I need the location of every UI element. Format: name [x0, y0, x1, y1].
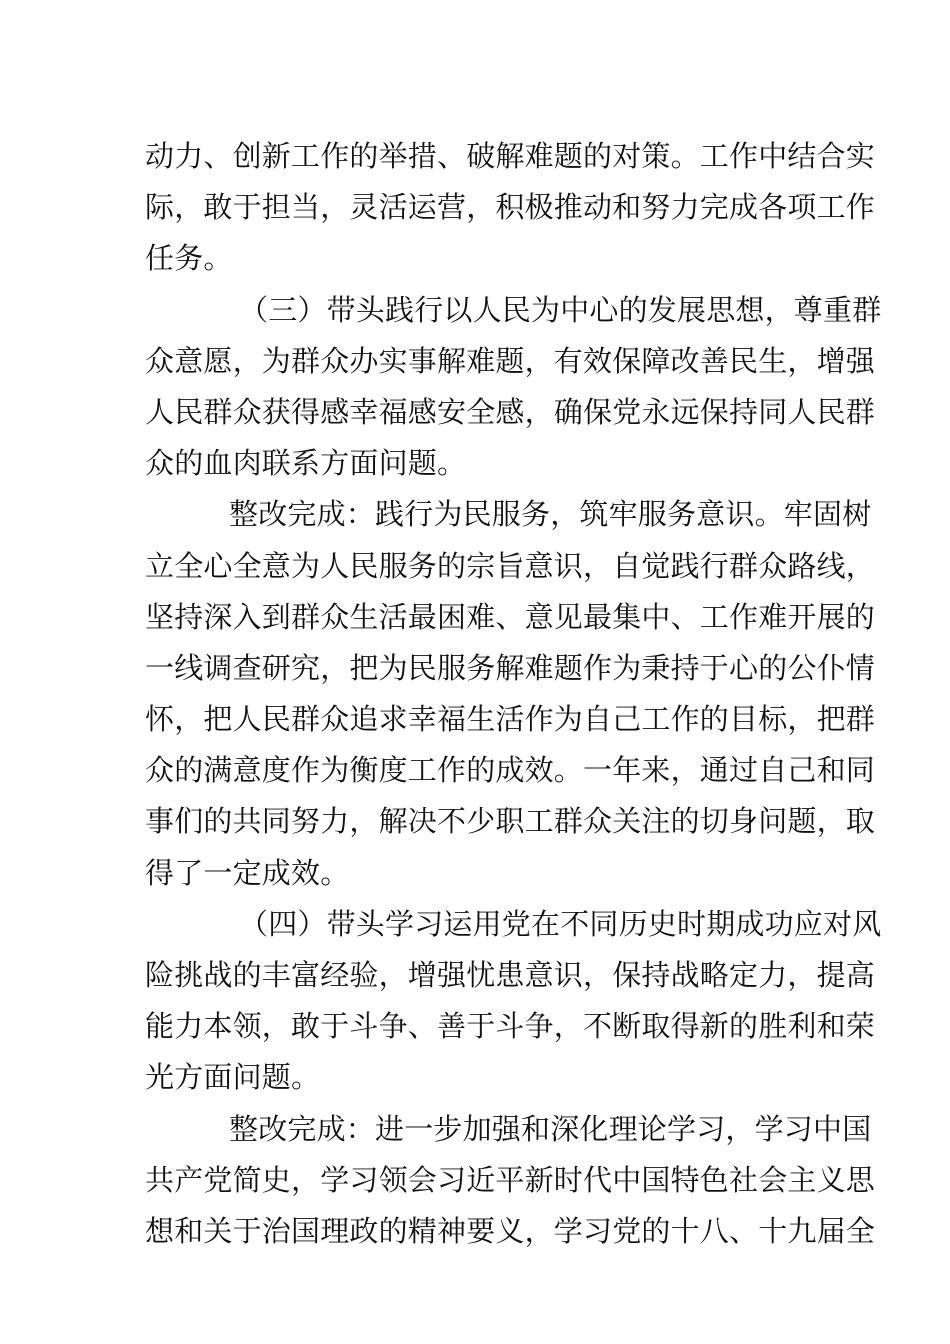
text-line: 众的满意度作为衡度工作的成效。一年来，通过自己和同	[145, 753, 876, 788]
section-heading-four: （四）带头学习运用党在不同历史时期成功应对风	[239, 906, 882, 941]
text-line: 光方面问题。	[145, 1060, 321, 1095]
text-line: 能力本领，敢于斗争、善于斗争，不断取得新的胜利和荣	[145, 1009, 876, 1044]
text-line: 众意愿，为群众办实事解难题，有效保障改善民生，增强	[145, 343, 876, 378]
text-line: 坚持深入到群众生活最困难、意见最集中、工作难开展的	[145, 599, 876, 634]
text-line: 动力、创新工作的举措、破解难题的对策。工作中结合实	[145, 139, 876, 173]
text-line: 一线调查研究，把为民服务解难题作为秉持于心的公仆情	[145, 650, 876, 685]
text-line: 怀，把人民群众追求幸福生活作为自己工作的目标，把群	[145, 702, 876, 737]
paragraph-start: 整改完成：进一步加强和深化理论学习，学习中国	[229, 1111, 872, 1146]
text-line: 众的血肉联系方面问题。	[145, 446, 467, 481]
paragraph-start: 整改完成：践行为民服务，筑牢服务意识。牢固树	[229, 497, 872, 532]
text-line: 际，敢于担当，灵活运营，积极推动和努力完成各项工作	[145, 190, 876, 225]
document-body	[145, 131, 882, 1257]
text-line: 事们的共同努力，解决不少职工群众关注的切身问题，取	[145, 804, 876, 839]
text-line: 险挑战的丰富经验，增强忧患意识，保持战略定力，提高	[145, 958, 876, 992]
text-line: 得了一定成效。	[145, 855, 350, 890]
text-line: 想和关于治国理政的精神要义，学习党的十八、十九届全	[145, 1213, 876, 1248]
text-line: 任务。	[145, 241, 233, 276]
text-line: 共产党简史，学习领会习近平新时代中国特色社会主义思	[145, 1162, 876, 1197]
text-line: 立全心全意为人民服务的宗旨意识，自觉践行群众路线，	[145, 548, 876, 583]
text-line: 人民群众获得感幸福感安全感，确保党永远保持同人民群	[145, 394, 876, 429]
section-heading-three: （三）带头践行以人民为中心的发展思想，尊重群	[239, 292, 882, 327]
